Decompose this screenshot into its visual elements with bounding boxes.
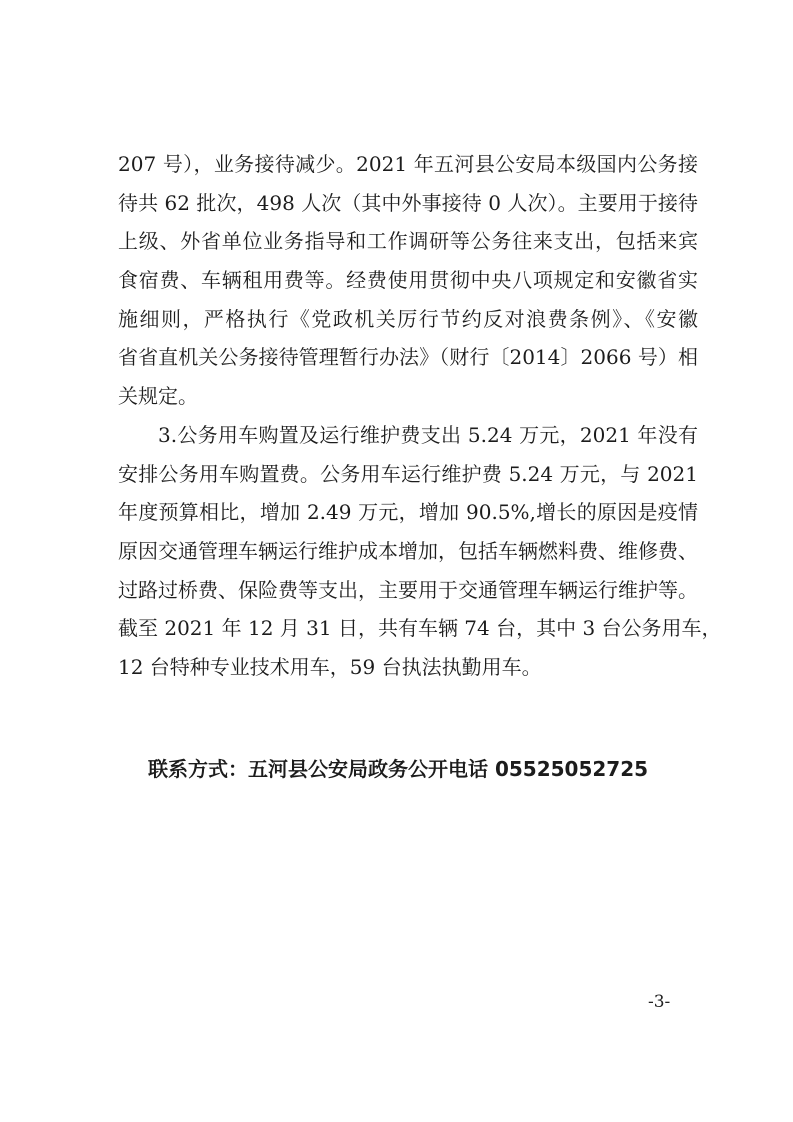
text-line: 207 号），业务接待减少。2021 年五河县公安局本级国内公务接 [118,152,698,176]
document-body [118,145,722,687]
text-line: 施细则，严格执行《党政机关厉行节约反对浪费条例》、《安徽 [118,306,698,331]
text-line: 截至 2021 年 12 月 31 日，共有车辆 74 台，其中 3 台公务用车， [118,616,722,641]
text-line: 待共 62 批次，498 人次（其中外事接待 0 人次）。主要用于接待 [118,190,698,215]
text-line: 3.公务用车购置及运行维护费支出 5.24 万元，2021 年没有 [158,422,698,447]
contact-info: 联系方式：五河县公安局政务公开电话 05525052725 [148,757,649,781]
text-line: 上级、外省单位业务指导和工作调研等公务往来支出，包括来宾 [118,229,698,254]
text-line: 年度预算相比，增加 2.49 万元，增加 90.5%,增长的原因是疫情 [118,500,698,525]
text-line: 省省直机关公务接待管理暂行办法》（财行〔2014〕2066 号）相 [118,345,698,370]
text-line: 原因交通管理车辆运行维护成本增加，包括车辆燃料费、维修费、 [118,538,698,563]
text-line: 安排公务用车购置费。公务用车运行维护费 5.24 万元，与 2021 [118,461,698,486]
paragraph-public-reception [118,145,698,416]
text-line: 关规定。 [118,384,198,409]
text-line: 食宿费、车辆租用费等。经费使用贯彻中央八项规定和安徽省实 [118,268,698,293]
page-number: -3- [648,992,671,1012]
text-line: 12 台特种专业技术用车，59 台执法执勤用车。 [118,654,542,679]
text-line: 过路过桥费、保险费等支出，主要用于交通管理车辆运行维护等。 [118,577,698,602]
paragraph-vehicle-expenses [118,416,722,687]
